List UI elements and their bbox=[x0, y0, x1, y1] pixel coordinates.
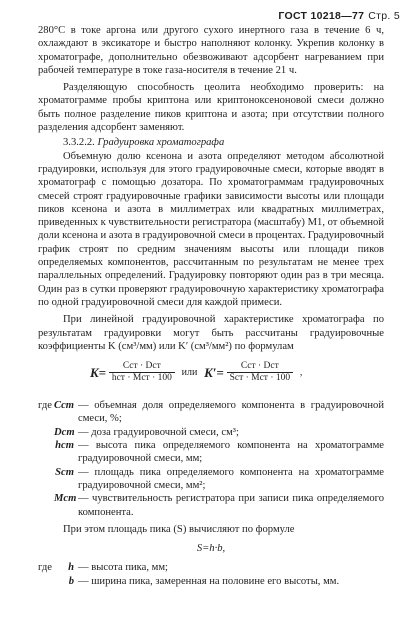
definition-item bbox=[38, 439, 384, 466]
definition-symbol: Dст bbox=[54, 426, 75, 438]
document-body bbox=[38, 24, 384, 588]
formula-or: или bbox=[181, 366, 198, 378]
definition-lead: где bbox=[38, 400, 52, 412]
formula-k-lhs: K= bbox=[90, 364, 107, 380]
definition-symbol: h bbox=[68, 562, 74, 574]
formula-end: , bbox=[299, 366, 303, 378]
section-title: Градуировка хроматографа bbox=[97, 137, 225, 149]
paragraph-calibration: Объемную долю ксенона и азота определяют методом абсолютной градуировки, используя для этого градуировочные смеси, которые вводят в хроматограф с помощью дозатора. По хроматограммам градуировочных смесей строят градуировочные графики зависимости высоты или площади пиков ксенона и азота в миллиметрах или квадратных миллиметрах, приведенных к чувствительности регистратора (масштабу) М1, от объемной доли ксенона и азота в градуировочной смеси в процентах. Градуировочный график строят по средним значениям высоты или площади пиков определяемых компонентов, рассчитанным по результатам не менее трех параллельных определений. Градуировку повторяют один раз в три месяца. Один раз в сутки проверяют градуировочную характеристику хроматографа по одной градуировочной смеси для каждой примеси. bbox=[38, 150, 385, 308]
definition-symbol: Mст bbox=[54, 493, 77, 505]
definition-symbol: hст bbox=[55, 440, 74, 452]
definition-item bbox=[38, 575, 384, 588]
definition-text: — высота пика определяемого компонента на хроматограмме градуировочной смеси, мм; bbox=[78, 440, 384, 465]
formula-coefficients bbox=[90, 361, 384, 391]
definition-text: — площадь пика определяемого компонента на хроматограмме градуировочной смеси, мм²; bbox=[78, 466, 384, 491]
definition-item bbox=[38, 426, 384, 439]
definition-text: — доза градуировочной смеси, см³; bbox=[78, 426, 239, 438]
formula-k-denominator: hст · Mст · 100 bbox=[111, 373, 172, 384]
definition-symbol: b bbox=[68, 575, 74, 587]
section-number: 3.3.2.2. bbox=[63, 137, 95, 149]
definitions-list-2 bbox=[38, 561, 384, 588]
page-header bbox=[278, 10, 400, 22]
standard-number: ГОСТ 10218—77 bbox=[278, 10, 365, 22]
formula-k-numerator: Cст · Dст bbox=[109, 361, 175, 373]
formula-k-prime-lhs: K′= bbox=[204, 364, 224, 380]
definition-item bbox=[38, 561, 384, 574]
section-heading bbox=[38, 136, 384, 149]
formula-k-prime-numerator: Cст · Dст bbox=[227, 361, 294, 373]
definition-symbol: Sст bbox=[55, 466, 74, 478]
definition-item bbox=[38, 466, 384, 493]
definition-lead: где bbox=[38, 562, 52, 574]
formula-peak-area: S=h·b, bbox=[196, 543, 226, 555]
definition-symbol: Cст bbox=[54, 400, 75, 412]
definition-text: — высота пика, мм; bbox=[78, 562, 169, 574]
formula-k-prime-fraction bbox=[227, 361, 294, 384]
page-number: Стр. 5 bbox=[368, 10, 400, 22]
formula-k-prime-denominator: Sст · Mст · 100 bbox=[229, 373, 291, 384]
paragraph-coefficients: При линейной градуировочной характеристике хроматографа по результатам градуировки могут быть рассчитаны градуировочные коэффициенты K (см³/мм) или K′ (см³/мм²) по формулам bbox=[38, 314, 384, 352]
definition-item bbox=[38, 399, 384, 426]
paragraph-continuation: 280°С в токе аргона или другого сухого инертного газа в течение 6 ч, охлаждают в эксикаторе и быстро наполняют колонку. Укрепив колонку в хроматографе, дополнительно обезвоживают адсорбент нагреванием при рабочей температуре в токе газа-носителя в течение 21 ч. bbox=[38, 25, 384, 76]
paragraph-separation-check: Разделяющую способность цеолита необходимо проверить: на хроматограмме пробы криптона или криптоноксеноновой смеси должно быть полное разделение пиков криптона и азота; при отсутствии полного разделения адсорбент заменяют. bbox=[38, 82, 384, 134]
definition-text: — объемная доля определяемого компонента в градуировочной смеси, %; bbox=[78, 400, 384, 425]
definition-text: — чувствительность регистратора при записи пика определяемого компонента. bbox=[78, 493, 384, 518]
definition-item bbox=[38, 492, 384, 519]
paragraph-peak-area: При этом площадь пика (S) вычисляют по формуле bbox=[63, 523, 295, 535]
definitions-list bbox=[38, 399, 384, 519]
definition-text: — ширина пика, замеренная на половине его высоты, мм. bbox=[78, 575, 340, 587]
formula-k-fraction bbox=[109, 361, 175, 384]
